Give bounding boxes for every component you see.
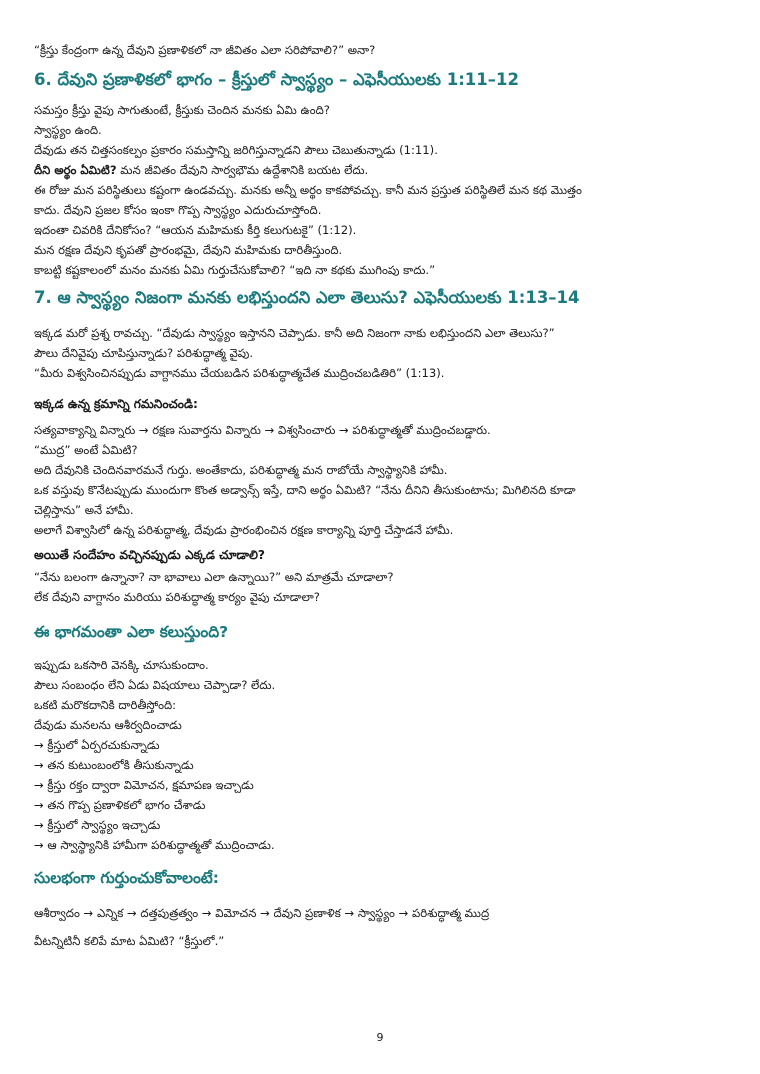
paragraph-line: మన రక్షణ దేవుని కృపతో ప్రారంభమై, దేవుని మహిమకు దారితీస్తుంది. bbox=[34, 243, 343, 257]
intro-text: “క్రీస్తు కేంద్రంగా ఉన్న దేవుని ప్రణాళికలో నా జీవితం ఎలా సరిపోవాలి?” అనా? bbox=[34, 43, 376, 57]
meaning-line bbox=[34, 160, 716, 180]
chain-step: → తన గొప్ప ప్రణాళికలో భాగం చేశాడు bbox=[34, 798, 206, 812]
page-number: 9 bbox=[376, 1031, 384, 1044]
paragraph-line: చెల్లిస్తాను” అనే హామీ. bbox=[34, 503, 134, 517]
summary-chain: ఆశీర్వాదం → ఎన్నిక → దత్తపుత్రత్వం → విమోచన → దేవుని ప్రణాళిక → స్వాస్థ్యం → పరిశుద్ధాత్మ ముద్ర bbox=[34, 906, 490, 920]
paragraph-line: దేవుడు తన చిత్తసంకల్పం ప్రకారం సమస్తాన్ని జరిగిస్తున్నాడని పౌలు చెబుతున్నాడు (1:11). bbox=[34, 143, 438, 157]
chain-step: → క్రీస్తులో ఏర్పరచుకున్నాడు bbox=[34, 738, 160, 752]
summary-question: వీటన్నిటినీ కలిపే మాట ఏమిటి? “క్రీస్తులో.” bbox=[34, 934, 225, 948]
paragraph-line: దేవుడు మనలను ఆశీర్వదించాడు bbox=[34, 718, 182, 732]
scripture-quote: “మీరు విశ్వసించినప్పుడు వాగ్దానము చేయబడిన పరిశుద్ధాత్మచేత ముద్రించబడితిరి” (1:13). bbox=[34, 366, 445, 380]
paragraph-line: “ముద్ర” అంటే ఏమిటి? bbox=[34, 443, 138, 457]
section-6-heading: 6. దేవుని ప్రణాళికలో భాగం – క్రీస్తులో స్వాస్థ్యం – ఎఫెసీయులకు 1:11–12 bbox=[34, 70, 519, 89]
paragraph-line: సమస్తం క్రీస్తు వైపు సాగుతుంటే, క్రీస్తుకు చెందిన మనకు ఏమి ఉంది? bbox=[34, 103, 330, 117]
meaning-answer: మన జీవితం దేవుని సార్వభౌమ ఉద్దేశానికి బయట లేదు. bbox=[116, 163, 369, 177]
paragraph-line: సత్యవాక్యాన్ని విన్నారు → రక్షణ సువార్తను విన్నారు → విశ్వసించారు → పరిశుద్ధాత్మతో ముద్రించబడ్డారు. bbox=[34, 423, 491, 437]
chain-step: → క్రీస్తు రక్తం ద్వారా విమోచన, క్షమాపణ ఇచ్చాడు bbox=[34, 778, 254, 792]
paragraph-line: అది దేవునికి చెందినవారమనే గుర్తు. అంతేకాదు, పరిశుద్ధాత్మ మన రాబోయే స్వాస్థ్యానికి హామీ. bbox=[34, 463, 448, 477]
paragraph-line: “నేను బలంగా ఉన్నానా? నా భావాలు ఎలా ఉన్నాయి?” అని మాత్రమే చూడాలా? bbox=[34, 570, 394, 584]
doubt-subheading: అయితే సందేహం వచ్చినప్పుడు ఎక్కడ చూడాలి? bbox=[34, 548, 265, 562]
paragraph-line: పౌలు దేనివైపు చూపిస్తున్నాడు? పరిశుద్ధాత్మ వైపు. bbox=[34, 346, 254, 360]
chain-step: → తన కుటుంబంలోకి తీసుకున్నాడు bbox=[34, 758, 194, 772]
paragraph-line: కాదు. దేవుని ప్రజల కోసం ఇంకా గొప్ప స్వాస్థ్యం ఎదురుచూస్తోంది. bbox=[34, 203, 322, 217]
paragraph-line: ఇదంతా చివరికి దేనికోసం? “ఆయన మహిమకు కీర్తి కలుగుటకై” (1:12). bbox=[34, 223, 357, 237]
chain-step: → క్రీస్తులో స్వాస్థ్యం ఇచ్చాడు bbox=[34, 818, 161, 832]
paragraph-line: ఇప్పుడు ఒకసారి వెనక్కి చూసుకుందాం. bbox=[34, 658, 209, 672]
paragraph-line: ఇక్కడ మరో ప్రశ్న రావచ్చు. “దేవుడు స్వాస్థ్యం ఇస్తానని చెప్పాడు. కానీ అది నిజంగా నాకు లభిస్తుందని ఎలా తెలుసు?” bbox=[34, 326, 555, 340]
paragraph-line: కాబట్టి కష్టకాలంలో మనం మనకు ఏమి గుర్తుచేసుకోవాలి? “ఇది నా కథకు ముగింపు కాదు.” bbox=[34, 263, 436, 277]
order-subheading: ఇక్కడ ఉన్న క్రమాన్ని గమనించండి: bbox=[34, 397, 198, 411]
paragraph-line: ఈ రోజు మన పరిస్థితులు కష్టంగా ఉండవచ్చు. మనకు అన్నీ అర్థం కాకపోవచ్చు. కానీ మన ప్రస్తుత పరిస్థితిలే మన కథ మొత్తం bbox=[34, 183, 582, 197]
paragraph-line: ఒకటి మరొకదానికి దారితీస్తోంది: bbox=[34, 698, 177, 712]
paragraph-line: స్వాస్థ్యం ఉంది. bbox=[34, 123, 102, 137]
paragraph-line: ఒక వస్తువు కొనేటప్పుడు ముందుగా కొంత అడ్వాన్స్ ఇస్తే, దాని అర్థం ఏమిటి? “నేను దీనిని తీసుకుంటాను; మిగిలినది కూడా bbox=[34, 483, 576, 497]
chain-step: → ఆ స్వాస్థ్యానికి హామీగా పరిశుద్ధాత్మతో ముద్రించాడు. bbox=[34, 838, 275, 852]
paragraph-line: లేక దేవుని వాగ్దానం మరియు పరిశుద్ధాత్మ కార్యం వైపు చూడాలా? bbox=[34, 590, 320, 604]
paragraph-line: అలాగే విశ్వాసిలో ఉన్న పరిశుద్ధాత్మ, దేవుడు ప్రారంభించిన రక్షణ కార్యాన్ని పూర్తి చేస్తాడనే హామీ. bbox=[34, 523, 454, 537]
paragraph-line: పౌలు సంబంధం లేని ఏడు విషయాలు చెప్పాడా? లేదు. bbox=[34, 678, 276, 692]
remember-heading: సులభంగా గుర్తుంచుకోవాలంటే: bbox=[34, 869, 219, 887]
section-7-heading: 7. ఆ స్వాస్థ్యం నిజంగా మనకు లభిస్తుందని ఎలా తెలుసు? ఎఫెసీయులకు 1:13–14 bbox=[34, 288, 580, 307]
meaning-question: దీని అర్థం ఏమిటి? bbox=[34, 163, 117, 177]
connect-heading: ఈ భాగమంతా ఎలా కలుస్తుంది? bbox=[34, 623, 229, 641]
